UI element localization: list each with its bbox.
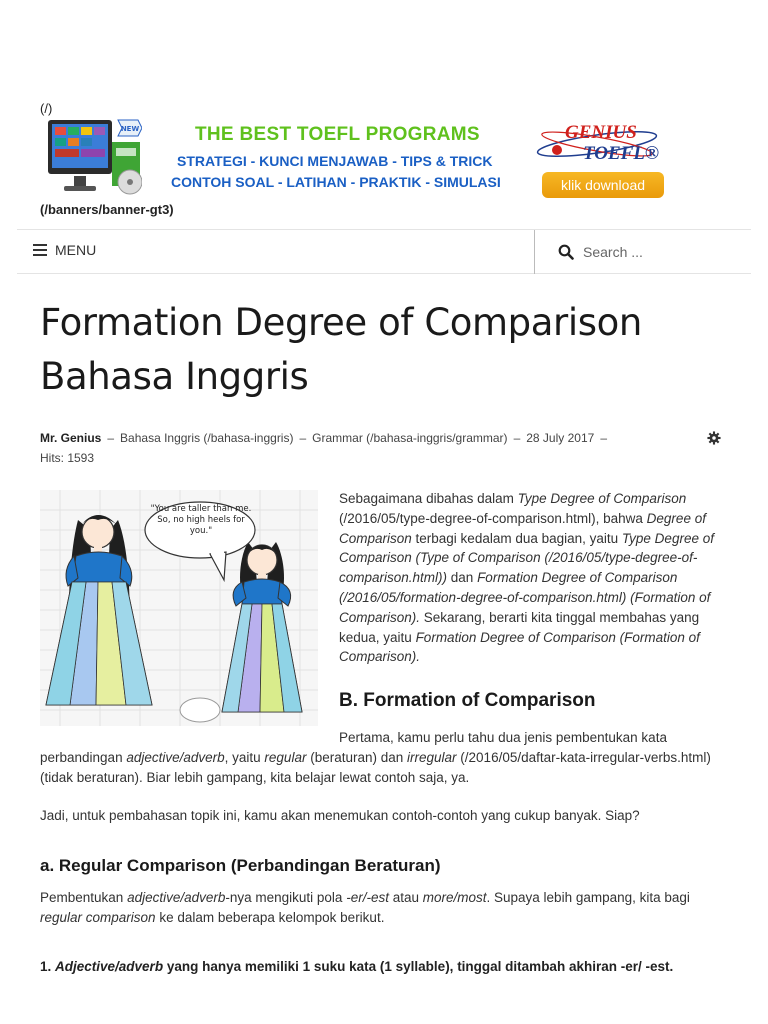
intro-paragraph: Sebagaimana dibahas dalam Type Degree of Comparison (/2016/05/type-degree-of-comparison.html), bahwa Degree of Comparison terbagi kedalam dua bagian, yaitu Type Degree of Comparison (Type of Comparison (/2016/05/type-degree-of-comparison.html)) dan Formation Degree of Comparison (/2016/05/formation-degree-of-comparison.html) (Formation of Comparison). Sekarang, berarti kita tinggal membahas yang kedua, yaitu Formation Degree of Comparison (Formation of Comparison). bbox=[339, 491, 714, 665]
logo-word-toefl: TOEFL® bbox=[583, 143, 660, 164]
publish-date: 28 July 2017 bbox=[526, 431, 595, 445]
article-illustration bbox=[40, 490, 318, 726]
menu-button[interactable] bbox=[33, 242, 96, 258]
main-navbar bbox=[17, 229, 751, 274]
category-link[interactable]: Bahasa Inggris (/bahasa-inggris) bbox=[120, 431, 294, 445]
paragraph-regular-pattern: Pembentukan adjective/adverb-nya mengikuti pola -er/-est atau more/most. Supaya lebih gampang, kita bagi regular comparison ke dalam beberapa kelompok berikut. bbox=[40, 890, 690, 925]
banner-tagline-1: STRATEGI - KUNCI MENJAWAB - TIPS & TRICK bbox=[177, 153, 493, 169]
toefl-banner[interactable] bbox=[40, 116, 670, 206]
logo-word-genius: GENIUS bbox=[565, 122, 637, 143]
search-input[interactable] bbox=[583, 239, 743, 265]
article-meta: Mr. Genius – Bahasa Inggris (/bahasa-inggris) – Grammar (/bahasa-inggris/grammar) – 28 July 2017 – Hits: 1593 bbox=[40, 431, 607, 465]
genius-toefl-logo bbox=[535, 120, 670, 170]
banner-tagline-2: CONTOH SOAL - LATIHAN - PRAKTIK - SIMULASI bbox=[171, 174, 501, 190]
author-link[interactable]: Mr. Genius bbox=[40, 431, 102, 445]
section-heading-a: a. Regular Comparison (Perbandingan Beraturan) bbox=[40, 856, 441, 875]
hits-count: Hits: 1593 bbox=[40, 451, 95, 465]
paragraph-examples: Jadi, untuk pembahasan topik ini, kamu akan menemukan contoh-contoh yang cukup banyak. Siap? bbox=[40, 808, 640, 823]
new-badge: NEW bbox=[120, 125, 140, 133]
irregular-link[interactable]: irregular bbox=[407, 749, 457, 765]
banner-link[interactable]: (/banners/banner-gt3) bbox=[40, 202, 174, 217]
hamburger-icon bbox=[33, 244, 47, 256]
subcategory-link[interactable]: Grammar (/bahasa-inggris/grammar) bbox=[312, 431, 508, 445]
rule-point-1: 1. Adjective/adverb yang hanya memiliki 1 suku kata (1 syllable), tinggal ditambah akhiran -er/ -est. bbox=[40, 959, 674, 974]
type-degree-link[interactable]: Type Degree of Comparison bbox=[517, 491, 687, 506]
princess-cartoon-image bbox=[40, 490, 318, 726]
gear-icon[interactable] bbox=[707, 431, 721, 445]
home-link[interactable]: (/) bbox=[40, 101, 53, 116]
article-title: Formation Degree of Comparison Bahasa Inggris bbox=[40, 301, 642, 398]
menu-label: MENU bbox=[55, 242, 97, 258]
speech-bubble-text: "You are taller than me. So, no high heels for you." bbox=[150, 504, 252, 536]
paragraph-regular-irregular: Pertama, kamu perlu tahu dua jenis pembentukan kata perbandingan adjective/adverb, yaitu regular (beraturan) dan irregular (/2016/05/daftar-kata-irregular-verbs.html) (tidak beraturan). Biar lebih gampang, kita belajar lewat contoh saja, ya. bbox=[40, 730, 711, 785]
type-of-comparison-link[interactable]: Type Degree of Comparison (Type of Comparison (/2016/05/type-degree-of-comparison.html)) bbox=[339, 530, 714, 586]
download-button[interactable]: klik download bbox=[542, 172, 664, 198]
formation-degree-link[interactable]: Formation Degree of Comparison (/2016/05/formation-degree-of-comparison.html) (Formation of Comparison). bbox=[339, 570, 711, 625]
search-icon[interactable] bbox=[558, 244, 574, 260]
software-box-monitor-icon bbox=[46, 118, 142, 200]
banner-title: THE BEST TOEFL PROGRAMS bbox=[195, 124, 480, 145]
nav-divider bbox=[534, 230, 535, 274]
section-heading-b: B. Formation of Comparison bbox=[339, 690, 596, 711]
